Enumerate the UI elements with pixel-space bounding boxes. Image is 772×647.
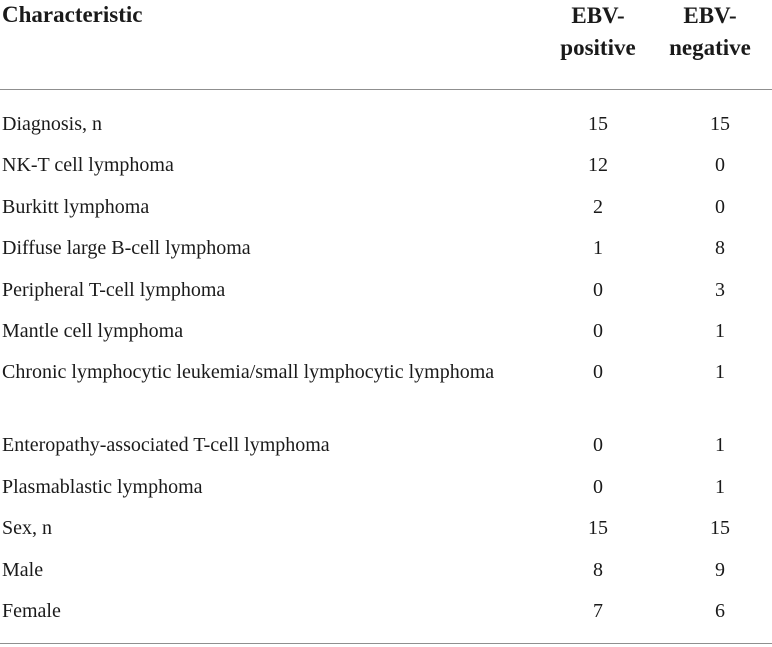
row-label: NK-T cell lymphoma [2,154,174,176]
row-label: Female [2,600,61,622]
row-ebv-negative: 1 [715,361,725,383]
row-ebv-positive: 8 [593,559,603,581]
row-ebv-positive: 15 [588,113,608,135]
row-label: Diffuse large B-cell lymphoma [2,237,251,259]
header-ebv-negative-line1: EBV- [683,3,737,28]
row-ebv-positive: 0 [593,476,603,498]
row-ebv-negative: 1 [715,476,725,498]
row-ebv-negative: 15 [710,517,730,539]
row-label: Male [2,559,44,581]
header-ebv-negative [650,0,770,64]
row-ebv-negative: 3 [715,279,725,301]
row-label: Diagnosis, n [2,113,102,135]
row-ebv-negative: 1 [715,434,725,456]
row-ebv-positive: 0 [593,320,603,342]
row-ebv-negative: 0 [715,196,725,218]
row-ebv-negative: 1 [715,320,725,342]
row-ebv-positive: 0 [593,434,603,456]
header-ebv-positive-line2: positive [560,35,636,60]
row-label: Burkitt lymphoma [2,196,150,218]
row-ebv-positive: 2 [593,196,603,218]
row-ebv-positive: 7 [593,600,603,622]
table-header [0,0,772,90]
row-ebv-positive: 15 [588,517,608,539]
row-label: Chronic lymphocytic leukemia/small lymphocytic lymphoma [2,361,495,383]
header-characteristic: Characteristic [2,2,143,27]
row-ebv-positive: 0 [593,361,603,383]
row-label: Sex, n [2,517,52,539]
header-ebv-negative-line2: negative [669,35,751,60]
row-ebv-negative: 9 [715,559,725,581]
row-ebv-negative: 0 [715,154,725,176]
row-label: Mantle cell lymphoma [2,320,184,342]
row-label: Peripheral T-cell lymphoma [2,279,226,301]
row-label: Enteropathy-associated T-cell lymphoma [2,434,330,456]
row-ebv-positive: 0 [593,279,603,301]
row-ebv-positive: 12 [588,154,608,176]
header-ebv-positive [548,0,648,64]
header-ebv-positive-line1: EBV- [571,3,625,28]
row-label: Plasmablastic lymphoma [2,476,203,498]
table-bottom-rule [0,643,772,644]
row-ebv-negative: 8 [715,237,725,259]
row-ebv-positive: 1 [593,237,603,259]
row-ebv-negative: 15 [710,113,730,135]
row-ebv-negative: 6 [715,600,725,622]
